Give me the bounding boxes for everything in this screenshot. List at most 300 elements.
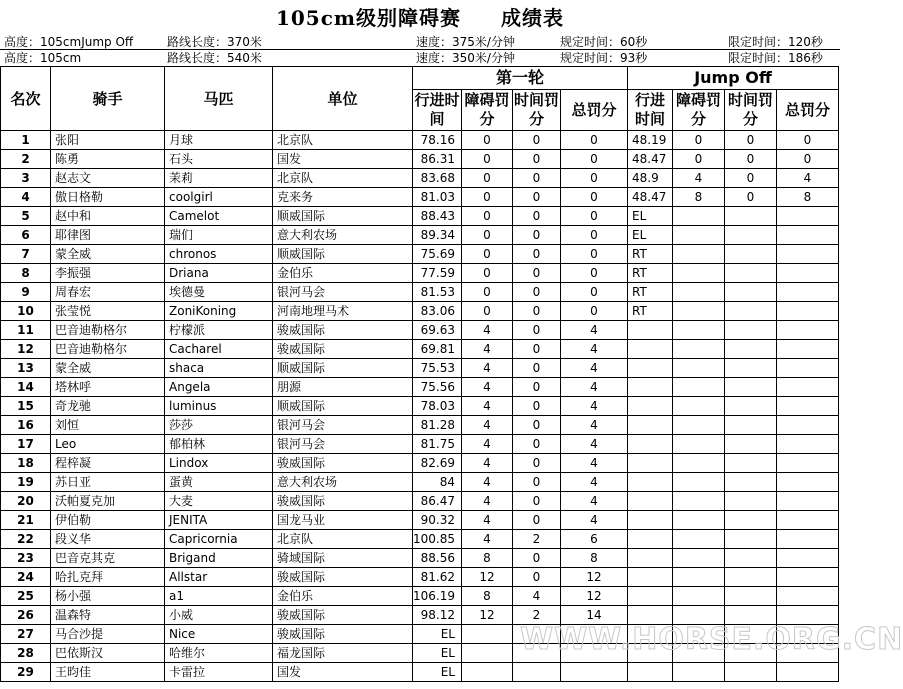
jumpoff-total-cell: 0 [777, 150, 839, 169]
jumpoff-time-cell: 48.47 [628, 188, 673, 207]
round1-time-penalty-cell: 0 [513, 397, 561, 416]
round1-total-cell: 12 [561, 587, 628, 606]
round1-total-cell: 4 [561, 416, 628, 435]
jumpoff-total-cell [777, 492, 839, 511]
jumpoff-obstacle-cell [673, 530, 725, 549]
rank-cell: 22 [1, 530, 51, 549]
header-round1: 第一轮 [413, 67, 628, 90]
rank-cell: 16 [1, 416, 51, 435]
round1-obstacle-cell [462, 644, 513, 663]
jumpoff-time-penalty-cell [725, 492, 777, 511]
rank-cell: 11 [1, 321, 51, 340]
info-limit-2: 限定时间：186秒 [728, 51, 823, 65]
header-r1-time-penalty: 时间罚分 [513, 90, 561, 131]
rider-cell: 张莹悦 [51, 302, 165, 321]
round1-time-cell: 86.47 [413, 492, 462, 511]
round1-time-cell: 75.53 [413, 359, 462, 378]
jumpoff-time-penalty-cell [725, 663, 777, 682]
info-height-1: 高度：105cmJump Off [4, 35, 134, 49]
header-unit: 单位 [273, 67, 413, 131]
round1-total-cell: 0 [561, 245, 628, 264]
jumpoff-total-cell [777, 435, 839, 454]
round1-time-cell: 78.03 [413, 397, 462, 416]
round1-time-cell: 77.59 [413, 264, 462, 283]
header-rank: 名次 [1, 67, 51, 131]
header-jo-obstacle: 障碍罚分 [673, 90, 725, 131]
round1-obstacle-cell: 4 [462, 511, 513, 530]
header-jumpoff: Jump Off [628, 67, 839, 90]
unit-cell: 顺威国际 [273, 245, 413, 264]
table-row [1, 264, 839, 283]
jumpoff-total-cell [777, 663, 839, 682]
unit-cell: 银河马会 [273, 283, 413, 302]
info-limit-1: 限定时间：120秒 [728, 35, 823, 49]
rank-cell: 14 [1, 378, 51, 397]
horse-cell: Capricornia [165, 530, 273, 549]
horse-cell: 小威 [165, 606, 273, 625]
jumpoff-total-cell [777, 245, 839, 264]
round1-time-penalty-cell: 0 [513, 283, 561, 302]
divider [0, 49, 840, 50]
round1-time-penalty-cell: 4 [513, 587, 561, 606]
round1-time-penalty-cell: 2 [513, 606, 561, 625]
round1-time-penalty-cell: 0 [513, 188, 561, 207]
round1-time-penalty-cell: 2 [513, 530, 561, 549]
round1-time-cell: 82.69 [413, 454, 462, 473]
round1-total-cell: 4 [561, 340, 628, 359]
table-row [1, 378, 839, 397]
round1-time-penalty-cell: 0 [513, 264, 561, 283]
rider-cell: 赵志文 [51, 169, 165, 188]
rank-cell: 25 [1, 587, 51, 606]
horse-cell: 埃德曼 [165, 283, 273, 302]
round1-obstacle-cell: 0 [462, 131, 513, 150]
round1-time-cell: EL [413, 625, 462, 644]
jumpoff-time-cell [628, 321, 673, 340]
jumpoff-obstacle-cell: 0 [673, 131, 725, 150]
info-time-1: 规定时间：60秒 [560, 35, 648, 49]
round1-total-cell: 0 [561, 188, 628, 207]
jumpoff-time-cell: RT [628, 264, 673, 283]
round1-total-cell [561, 663, 628, 682]
unit-cell: 银河马会 [273, 416, 413, 435]
round1-total-cell: 4 [561, 492, 628, 511]
round1-time-penalty-cell: 0 [513, 378, 561, 397]
jumpoff-obstacle-cell: 4 [673, 169, 725, 188]
jumpoff-obstacle-cell [673, 416, 725, 435]
unit-cell: 北京队 [273, 530, 413, 549]
jumpoff-total-cell [777, 207, 839, 226]
table-row [1, 435, 839, 454]
round1-time-cell: 88.56 [413, 549, 462, 568]
horse-cell: Camelot [165, 207, 273, 226]
jumpoff-obstacle-cell [673, 226, 725, 245]
rider-cell: 沃帕夏克加 [51, 492, 165, 511]
round1-total-cell: 4 [561, 511, 628, 530]
header-jo-time-penalty: 时间罚分 [725, 90, 777, 131]
unit-cell: 骏威国际 [273, 492, 413, 511]
rank-cell: 2 [1, 150, 51, 169]
round1-time-cell: 69.63 [413, 321, 462, 340]
rider-cell: 塔林呼 [51, 378, 165, 397]
round1-time-cell: 83.06 [413, 302, 462, 321]
rider-cell: 张阳 [51, 131, 165, 150]
jumpoff-total-cell [777, 587, 839, 606]
table-row [1, 207, 839, 226]
unit-cell: 国发 [273, 663, 413, 682]
rank-cell: 5 [1, 207, 51, 226]
watermark: WWW.HORSE.ORG.CN [520, 622, 903, 657]
round1-total-cell: 0 [561, 131, 628, 150]
round1-total-cell: 4 [561, 435, 628, 454]
round1-obstacle-cell: 4 [462, 321, 513, 340]
table-row [1, 245, 839, 264]
rider-cell: 赵中和 [51, 207, 165, 226]
horse-cell: 茉莉 [165, 169, 273, 188]
jumpoff-time-penalty-cell [725, 226, 777, 245]
jumpoff-time-cell [628, 397, 673, 416]
jumpoff-obstacle-cell [673, 283, 725, 302]
info-course-2: 路线长度：540米 [167, 51, 262, 65]
table-row [1, 150, 839, 169]
round1-time-cell: 106.19 [413, 587, 462, 606]
jumpoff-time-cell: RT [628, 302, 673, 321]
jumpoff-total-cell [777, 226, 839, 245]
jumpoff-time-cell [628, 549, 673, 568]
unit-cell: 骏威国际 [273, 625, 413, 644]
round1-time-cell: 69.81 [413, 340, 462, 359]
jumpoff-total-cell: 8 [777, 188, 839, 207]
round1-total-cell: 12 [561, 568, 628, 587]
round1-time-penalty-cell: 0 [513, 150, 561, 169]
round1-obstacle-cell: 0 [462, 150, 513, 169]
jumpoff-time-cell [628, 359, 673, 378]
round1-time-cell: 100.85 [413, 530, 462, 549]
jumpoff-total-cell [777, 378, 839, 397]
round1-obstacle-cell: 4 [462, 454, 513, 473]
round1-obstacle-cell: 0 [462, 188, 513, 207]
round1-total-cell: 4 [561, 454, 628, 473]
jumpoff-time-cell [628, 454, 673, 473]
info-time-2: 规定时间：93秒 [560, 51, 648, 65]
rider-cell: 伊伯勒 [51, 511, 165, 530]
horse-cell: luminus [165, 397, 273, 416]
horse-cell: coolgirl [165, 188, 273, 207]
unit-cell: 骏威国际 [273, 568, 413, 587]
jumpoff-time-penalty-cell [725, 454, 777, 473]
horse-cell: 柠檬派 [165, 321, 273, 340]
table-row [1, 397, 839, 416]
round1-total-cell: 4 [561, 359, 628, 378]
round1-time-penalty-cell [513, 663, 561, 682]
jumpoff-time-cell [628, 378, 673, 397]
unit-cell: 朋源 [273, 378, 413, 397]
unit-cell: 骑域国际 [273, 549, 413, 568]
page-title [0, 0, 840, 33]
round1-obstacle-cell: 8 [462, 587, 513, 606]
rank-cell: 10 [1, 302, 51, 321]
rank-cell: 28 [1, 644, 51, 663]
jumpoff-time-cell [628, 568, 673, 587]
rider-cell: 杨小强 [51, 587, 165, 606]
rider-cell: 耶律图 [51, 226, 165, 245]
round1-total-cell: 4 [561, 473, 628, 492]
round1-time-penalty-cell: 0 [513, 549, 561, 568]
round1-time-cell: 98.12 [413, 606, 462, 625]
jumpoff-time-cell [628, 492, 673, 511]
jumpoff-total-cell [777, 321, 839, 340]
round1-obstacle-cell: 0 [462, 264, 513, 283]
rider-cell: 巴音迪勒格尔 [51, 321, 165, 340]
round1-total-cell: 4 [561, 397, 628, 416]
rank-cell: 7 [1, 245, 51, 264]
table-row [1, 169, 839, 188]
round1-obstacle-cell [462, 663, 513, 682]
horse-cell: Nice [165, 625, 273, 644]
header-rider: 骑手 [51, 67, 165, 131]
jumpoff-total-cell [777, 359, 839, 378]
jumpoff-obstacle-cell [673, 264, 725, 283]
rider-cell: 刘恒 [51, 416, 165, 435]
table-row [1, 454, 839, 473]
horse-cell: ZoniKoning [165, 302, 273, 321]
unit-cell: 意大利农场 [273, 226, 413, 245]
jumpoff-time-cell [628, 340, 673, 359]
horse-cell: 哈维尔 [165, 644, 273, 663]
jumpoff-time-cell: 48.19 [628, 131, 673, 150]
rank-cell: 20 [1, 492, 51, 511]
rider-cell: 马合沙提 [51, 625, 165, 644]
unit-cell: 福龙国际 [273, 644, 413, 663]
rider-cell: 巴音迪勒格尔 [51, 340, 165, 359]
round1-time-penalty-cell: 0 [513, 226, 561, 245]
round1-time-penalty-cell: 0 [513, 340, 561, 359]
rider-cell: 奇龙驰 [51, 397, 165, 416]
unit-cell: 金伯乐 [273, 264, 413, 283]
table-row [1, 511, 839, 530]
header-jo-time: 行进时间 [628, 90, 673, 131]
jumpoff-time-penalty-cell [725, 549, 777, 568]
round1-time-cell: 81.28 [413, 416, 462, 435]
jumpoff-total-cell [777, 568, 839, 587]
table-row [1, 416, 839, 435]
info-course-1: 路线长度：370米 [167, 35, 262, 49]
round1-obstacle-cell: 0 [462, 226, 513, 245]
jumpoff-time-cell [628, 587, 673, 606]
round1-time-penalty-cell: 0 [513, 568, 561, 587]
rider-cell: 傲日格勒 [51, 188, 165, 207]
header-horse: 马匹 [165, 67, 273, 131]
round1-time-penalty-cell: 0 [513, 302, 561, 321]
jumpoff-time-cell [628, 435, 673, 454]
jumpoff-time-penalty-cell: 0 [725, 169, 777, 188]
jumpoff-obstacle-cell: 0 [673, 150, 725, 169]
unit-cell: 国龙马业 [273, 511, 413, 530]
jumpoff-time-penalty-cell [725, 340, 777, 359]
unit-cell: 顺威国际 [273, 207, 413, 226]
round1-time-penalty-cell: 0 [513, 435, 561, 454]
round1-time-penalty-cell: 0 [513, 492, 561, 511]
rider-cell: Leo [51, 435, 165, 454]
rank-cell: 23 [1, 549, 51, 568]
table-row [1, 131, 839, 150]
round1-total-cell: 0 [561, 264, 628, 283]
jumpoff-obstacle-cell [673, 663, 725, 682]
info-height-2: 高度：105cm [4, 51, 82, 65]
table-row [1, 302, 839, 321]
horse-cell: Brigand [165, 549, 273, 568]
jumpoff-obstacle-cell [673, 435, 725, 454]
round1-time-cell: 88.43 [413, 207, 462, 226]
jumpoff-time-penalty-cell: 0 [725, 131, 777, 150]
round1-time-penalty-cell: 0 [513, 169, 561, 188]
unit-cell: 银河马会 [273, 435, 413, 454]
jumpoff-time-penalty-cell [725, 378, 777, 397]
table-row [1, 549, 839, 568]
jumpoff-total-cell [777, 302, 839, 321]
table-row [1, 492, 839, 511]
round1-total-cell: 0 [561, 226, 628, 245]
round1-obstacle-cell: 4 [462, 416, 513, 435]
round1-time-cell: 81.75 [413, 435, 462, 454]
info-speed-2: 速度：350米/分钟 [416, 51, 515, 65]
round1-time-cell: 89.34 [413, 226, 462, 245]
jumpoff-time-penalty-cell [725, 511, 777, 530]
round1-obstacle-cell: 12 [462, 568, 513, 587]
horse-cell: JENITA [165, 511, 273, 530]
info-speed-1: 速度：375米/分钟 [416, 35, 515, 49]
table-row [1, 283, 839, 302]
rider-cell: 段义华 [51, 530, 165, 549]
jumpoff-total-cell [777, 397, 839, 416]
round1-time-cell: 86.31 [413, 150, 462, 169]
table-row [1, 473, 839, 492]
jumpoff-obstacle-cell [673, 568, 725, 587]
jumpoff-time-cell: EL [628, 207, 673, 226]
round1-total-cell: 14 [561, 606, 628, 625]
unit-cell: 意大利农场 [273, 473, 413, 492]
rank-cell: 26 [1, 606, 51, 625]
round1-obstacle-cell: 4 [462, 492, 513, 511]
jumpoff-time-penalty-cell [725, 359, 777, 378]
rider-cell: 蒙全威 [51, 359, 165, 378]
round1-time-cell: 81.03 [413, 188, 462, 207]
unit-cell: 骏威国际 [273, 321, 413, 340]
jumpoff-obstacle-cell [673, 473, 725, 492]
round1-time-cell: 78.16 [413, 131, 462, 150]
unit-cell: 骏威国际 [273, 340, 413, 359]
rank-cell: 13 [1, 359, 51, 378]
header-r1-obstacle: 障碍罚分 [462, 90, 513, 131]
jumpoff-time-penalty-cell [725, 245, 777, 264]
round1-time-cell: 81.62 [413, 568, 462, 587]
round1-total-cell: 6 [561, 530, 628, 549]
jumpoff-time-cell [628, 473, 673, 492]
rider-cell: 哈扎克拜 [51, 568, 165, 587]
jumpoff-obstacle-cell [673, 340, 725, 359]
rank-cell: 9 [1, 283, 51, 302]
round1-obstacle-cell: 0 [462, 283, 513, 302]
results-table [0, 66, 839, 682]
round1-time-penalty-cell: 0 [513, 454, 561, 473]
unit-cell: 顺威国际 [273, 397, 413, 416]
rider-cell: 王昀佳 [51, 663, 165, 682]
jumpoff-total-cell [777, 530, 839, 549]
jumpoff-total-cell [777, 416, 839, 435]
rider-cell: 陈勇 [51, 150, 165, 169]
jumpoff-time-penalty-cell: 0 [725, 188, 777, 207]
jumpoff-obstacle-cell [673, 321, 725, 340]
rank-cell: 8 [1, 264, 51, 283]
jumpoff-time-cell [628, 663, 673, 682]
horse-cell: 月球 [165, 131, 273, 150]
jumpoff-total-cell [777, 511, 839, 530]
round1-time-cell: EL [413, 663, 462, 682]
table-row [1, 359, 839, 378]
jumpoff-time-penalty-cell [725, 473, 777, 492]
jumpoff-time-penalty-cell [725, 568, 777, 587]
jumpoff-time-cell: 48.47 [628, 150, 673, 169]
unit-cell: 国发 [273, 150, 413, 169]
horse-cell: Driana [165, 264, 273, 283]
jumpoff-obstacle-cell [673, 549, 725, 568]
jumpoff-total-cell [777, 454, 839, 473]
round1-time-penalty-cell: 0 [513, 511, 561, 530]
round1-obstacle-cell: 4 [462, 378, 513, 397]
round1-time-cell: 75.69 [413, 245, 462, 264]
round1-total-cell: 0 [561, 169, 628, 188]
jumpoff-time-penalty-cell [725, 264, 777, 283]
round1-total-cell: 0 [561, 283, 628, 302]
jumpoff-total-cell [777, 264, 839, 283]
round1-obstacle-cell: 4 [462, 435, 513, 454]
round1-time-penalty-cell: 0 [513, 207, 561, 226]
round1-obstacle-cell: 8 [462, 549, 513, 568]
rider-cell: 巴依斯汉 [51, 644, 165, 663]
jumpoff-time-penalty-cell [725, 207, 777, 226]
horse-cell: shaca [165, 359, 273, 378]
jumpoff-time-penalty-cell [725, 587, 777, 606]
round1-obstacle-cell: 4 [462, 530, 513, 549]
header-r1-total: 总罚分 [561, 90, 628, 131]
round1-time-cell: 75.56 [413, 378, 462, 397]
round1-obstacle-cell [462, 625, 513, 644]
unit-cell: 河南地理马术 [273, 302, 413, 321]
round1-time-penalty-cell: 0 [513, 473, 561, 492]
table-row [1, 568, 839, 587]
jumpoff-time-cell [628, 530, 673, 549]
horse-cell: 蛋黄 [165, 473, 273, 492]
table-row [1, 530, 839, 549]
jumpoff-obstacle-cell [673, 511, 725, 530]
jumpoff-obstacle-cell [673, 245, 725, 264]
rank-cell: 4 [1, 188, 51, 207]
table-row [1, 340, 839, 359]
jumpoff-obstacle-cell [673, 454, 725, 473]
rider-cell: 温森特 [51, 606, 165, 625]
round1-total-cell: 4 [561, 321, 628, 340]
round1-time-penalty-cell: 0 [513, 321, 561, 340]
jumpoff-time-penalty-cell [725, 283, 777, 302]
jumpoff-obstacle-cell [673, 492, 725, 511]
jumpoff-time-cell: RT [628, 283, 673, 302]
unit-cell: 骏威国际 [273, 606, 413, 625]
horse-cell: 莎莎 [165, 416, 273, 435]
round1-time-cell: 83.68 [413, 169, 462, 188]
horse-cell: chronos [165, 245, 273, 264]
jumpoff-time-penalty-cell [725, 397, 777, 416]
horse-cell: Allstar [165, 568, 273, 587]
